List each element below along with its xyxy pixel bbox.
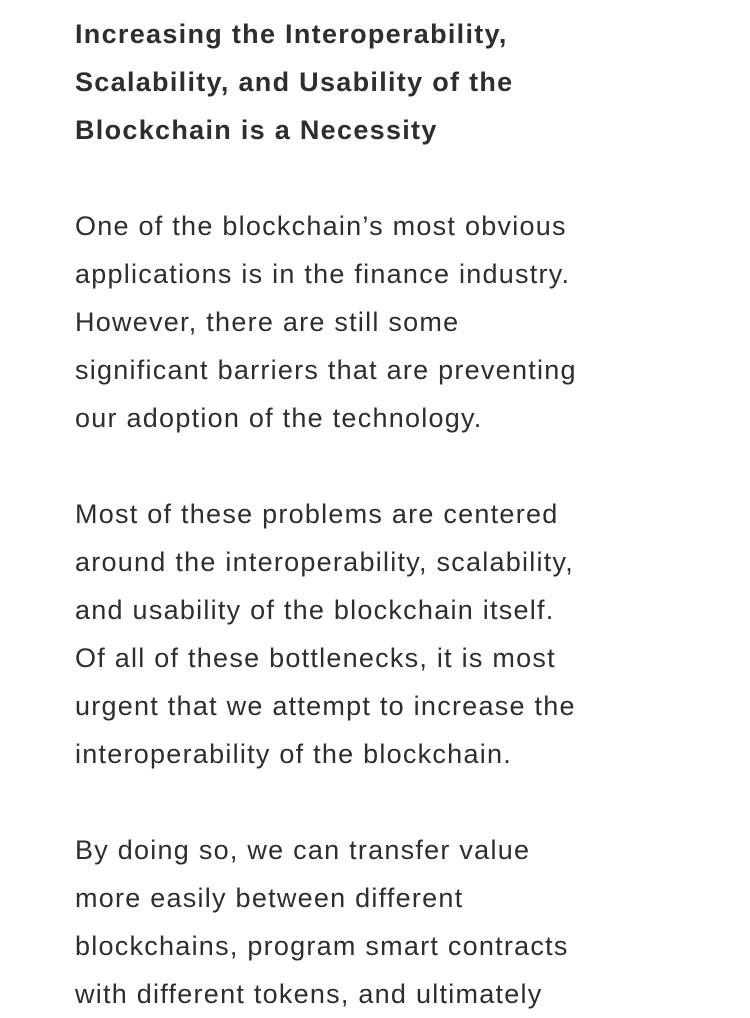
paragraph-benefits	[75, 826, 715, 1018]
paragraph-line: urgent that we attempt to increase the	[75, 691, 576, 721]
paragraph-line: One of the blockchain’s most obvious	[75, 211, 567, 241]
paragraph-finance-barriers	[75, 202, 715, 442]
paragraph-line: our adoption of the technology.	[75, 403, 483, 433]
heading-line: Increasing the Interoperability,	[75, 19, 508, 49]
paragraph-problems	[75, 490, 715, 778]
article-heading	[75, 10, 715, 154]
paragraph-line: Of all of these bottlenecks, it is most	[75, 643, 556, 673]
paragraph-line: blockchains, program smart contracts	[75, 931, 569, 961]
paragraph-line: with different tokens, and ultimately	[75, 979, 543, 1009]
article-body	[75, 10, 715, 1018]
paragraph-line: By doing so, we can transfer value	[75, 835, 531, 865]
paragraph-line: and usability of the blockchain itself.	[75, 595, 555, 625]
paragraph-line: However, there are still some	[75, 307, 460, 337]
paragraph-line: Most of these problems are centered	[75, 499, 559, 529]
heading-line: Scalability, and Usability of the	[75, 67, 514, 97]
paragraph-line: significant barriers that are preventing	[75, 355, 577, 385]
paragraph-line: around the interoperability, scalability,	[75, 547, 574, 577]
heading-line: Blockchain is a Necessity	[75, 115, 438, 145]
paragraph-line: more easily between different	[75, 883, 464, 913]
paragraph-line: interoperability of the blockchain.	[75, 739, 512, 769]
paragraph-line: applications is in the finance industry.	[75, 259, 571, 289]
